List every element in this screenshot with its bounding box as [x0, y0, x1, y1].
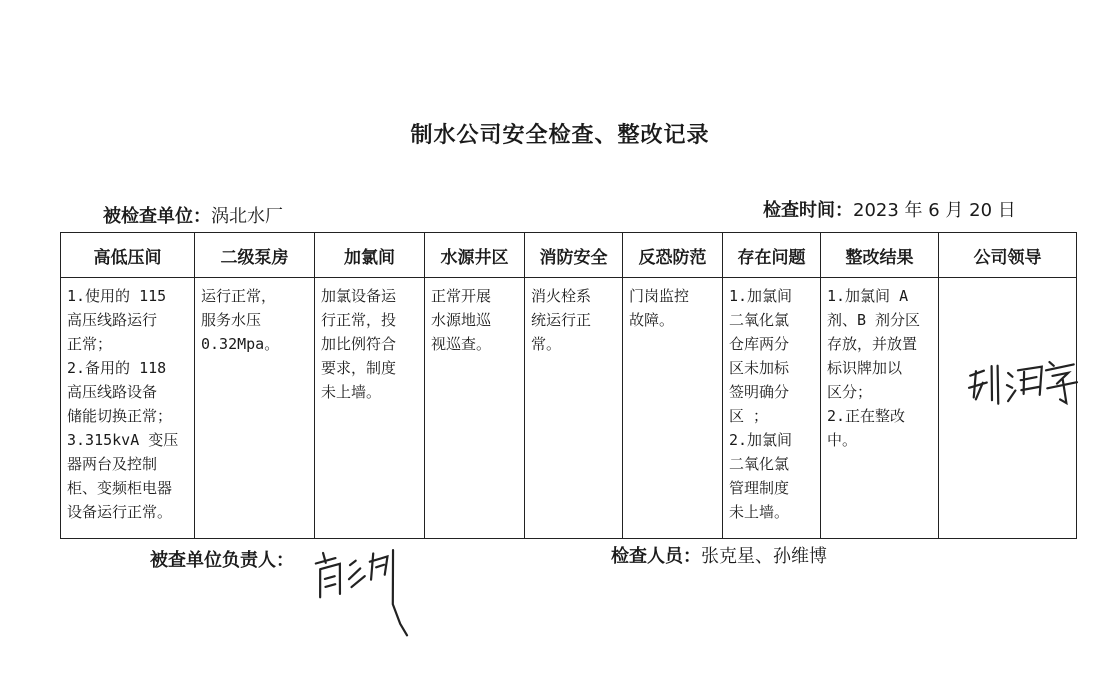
cell-text: 门岗监控 故障。	[629, 287, 690, 329]
inspected-unit-value: 涡北水厂	[211, 206, 283, 227]
header-anti-terror: 反恐防范	[623, 233, 723, 278]
cell-text: 运行正常， 服务水压 0.32Mpa。	[201, 287, 280, 353]
header-hv-lv-room: 高低压间	[61, 233, 195, 278]
inspection-table	[60, 232, 1077, 539]
cell-rectification	[821, 278, 939, 539]
inspectors	[611, 542, 827, 568]
inspection-date-value: 2023 年 6 月 20 日	[853, 200, 1016, 221]
header-fire-safety: 消防安全	[525, 233, 623, 278]
unit-head-signature	[309, 542, 425, 644]
leader-signature-strokes	[961, 346, 1086, 424]
cell-anti-terror	[623, 278, 723, 539]
cell-text: 1.加氯间 二氧化氯 仓库两分 区未加标 签明确分 区 ； 2.加氯间 二氧化氯 管理制度 未上墙。	[729, 287, 793, 521]
responsible-person	[150, 546, 294, 572]
cell-pump-house	[195, 278, 315, 539]
document-title: 制水公司安全检查、整改记录	[410, 123, 710, 148]
inspection-date-label: 检查时间：	[763, 200, 853, 221]
table-header-row	[61, 233, 1077, 278]
responsible-person-label: 被查单位负责人：	[150, 550, 294, 571]
cell-chlorination-room	[315, 278, 425, 539]
header-issues: 存在问题	[723, 233, 821, 278]
cell-text: 消火栓系 统运行正 常。	[531, 287, 592, 353]
leader-signature	[961, 346, 1086, 424]
inspection-date	[763, 196, 1016, 222]
inspectors-value: 张克星、孙维博	[701, 546, 827, 567]
cell-issues	[723, 278, 821, 539]
header-chlorination-room: 加氯间	[315, 233, 425, 278]
unit-head-signature-strokes	[309, 542, 425, 644]
header-leader: 公司领导	[939, 233, 1077, 278]
cell-text: 1.加氯间 A 剂、B 剂分区 存放，并放置 标识牌加以 区分； 2.正在整改 中。	[827, 287, 921, 449]
header-pump-house: 二级泵房	[195, 233, 315, 278]
cell-fire-safety	[525, 278, 623, 539]
header-rectification: 整改结果	[821, 233, 939, 278]
inspectors-label: 检查人员：	[611, 546, 701, 567]
header-well-area: 水源井区	[425, 233, 525, 278]
table-row	[61, 278, 1077, 539]
cell-text: 1.使用的 115 高压线路运行 正常； 2.备用的 118 高压线路设备 储能切换正常； 3.315kvA 变压 器两台及控制 柜、变频柜电器 设备运行正常。	[67, 287, 179, 521]
inspected-unit-label: 被检查单位：	[103, 206, 211, 227]
cell-hv-lv-room	[61, 278, 195, 539]
cell-well-area	[425, 278, 525, 539]
cell-text: 正常开展 水源地巡 视巡查。	[431, 287, 492, 353]
cell-text: 加氯设备运 行正常，投 加比例符合 要求，制度 未上墙。	[321, 287, 397, 401]
inspected-unit	[103, 202, 283, 228]
